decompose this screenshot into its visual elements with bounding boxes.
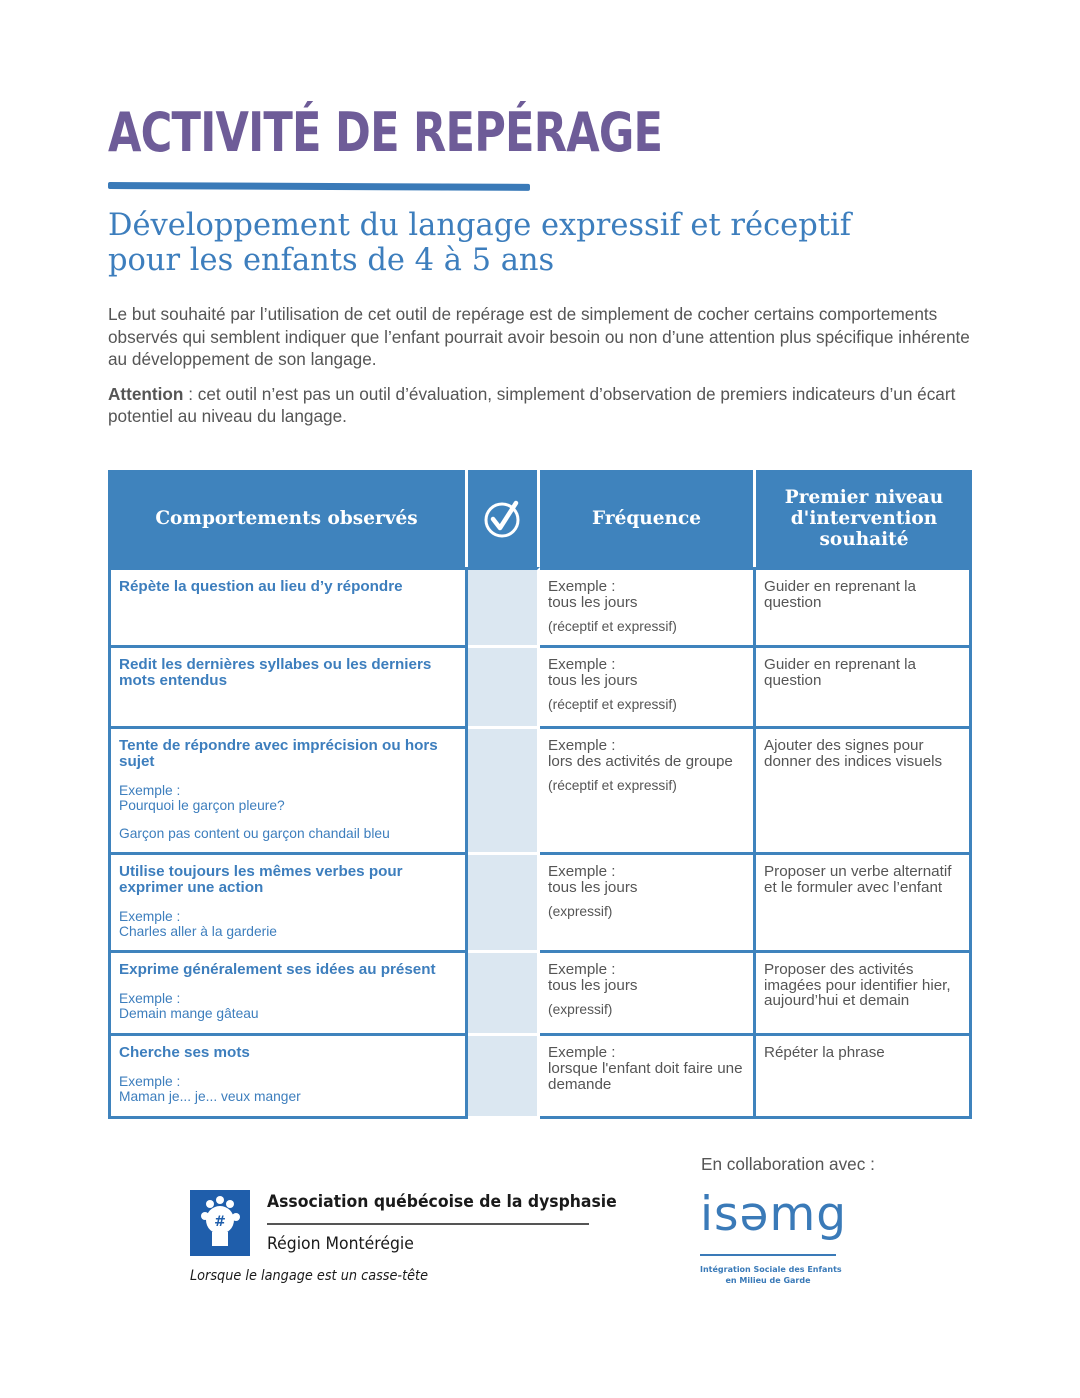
- frequency-cell: [540, 648, 756, 729]
- frequency-label: Exemple :: [548, 863, 616, 880]
- frequency-note: (réceptif et expressif): [548, 697, 677, 712]
- puzzle-head-icon: [190, 1190, 250, 1256]
- intervention-cell: [756, 855, 972, 953]
- behavior-cell: [108, 1036, 468, 1119]
- isemg-subtitle: [700, 1264, 842, 1286]
- subtitle-line-2: pour les enfants de 4 à 5 ans: [108, 243, 555, 278]
- frequency-cell: [540, 1036, 756, 1119]
- title-underline: [108, 182, 530, 191]
- table-row: [108, 855, 972, 953]
- frequency-text: lors des activités de groupe: [548, 753, 733, 770]
- frequency-note: (réceptif et expressif): [548, 619, 677, 634]
- check-cell[interactable]: [468, 729, 540, 855]
- frequency-label: Exemple :: [548, 737, 616, 754]
- check-cell[interactable]: [468, 855, 540, 953]
- header-check: [468, 470, 540, 567]
- frequency-note: (expressif): [548, 1002, 613, 1017]
- table-row: [108, 648, 972, 729]
- behavior-example-label: Exemple :: [119, 991, 181, 1006]
- check-cell[interactable]: [468, 1036, 540, 1119]
- frequency-text: tous les jours: [548, 977, 638, 994]
- svg-text:#: #: [214, 1214, 226, 1230]
- table-row: [108, 567, 972, 648]
- behavior-example-label: Exemple :: [119, 783, 181, 798]
- intervention-cell: [756, 1036, 972, 1119]
- frequency-label: Exemple :: [548, 578, 616, 595]
- behavior-cell: [108, 648, 468, 729]
- behavior-example-label: Exemple :: [119, 909, 181, 924]
- check-cell[interactable]: [468, 953, 540, 1036]
- behavior-example-text: Maman je... je... veux manger: [119, 1089, 301, 1104]
- behavior-example-text-2: Garçon pas content ou garçon chandail bleu: [119, 826, 390, 841]
- intervention-text: Répéter la phrase: [764, 1044, 885, 1061]
- table-row: [108, 953, 972, 1036]
- frequency-text: tous les jours: [548, 594, 638, 611]
- intro-text: [108, 303, 978, 440]
- behavior-title: Redit les dernières syllabes ou les derniers mots entendus: [119, 656, 432, 689]
- intervention-text: Guider en reprenant la question: [764, 656, 916, 689]
- frequency-label: Exemple :: [548, 656, 616, 673]
- frequency-text: tous les jours: [548, 879, 638, 896]
- attention-label: Attention: [108, 383, 184, 404]
- isemg-divider: [700, 1254, 836, 1256]
- frequency-note: (expressif): [548, 904, 613, 919]
- behavior-cell: [108, 855, 468, 953]
- behavior-cell: [108, 953, 468, 1036]
- header-frequency: Fréquence: [540, 470, 756, 567]
- behavior-title: Utilise toujours les mêmes verbes pour exprimer une action: [119, 863, 403, 896]
- frequency-cell: [540, 953, 756, 1036]
- behavior-title: Exprime généralement ses idées au présent: [119, 961, 436, 978]
- behavior-example-text: Charles aller à la garderie: [119, 924, 277, 939]
- intervention-text: Guider en reprenant la question: [764, 578, 916, 611]
- header-behaviors: Comportements observés: [108, 470, 468, 567]
- frequency-text: lorsque l'enfant doit faire une demande: [548, 1060, 743, 1093]
- check-cell[interactable]: [468, 567, 540, 648]
- intro-paragraph: Le but souhaité par l’utilisation de cet outil de repérage est de simplement de cocher certains comportements observés qui semblent indiquer que l’enfant pourrait avoir besoin ou non d’une attention plus spécifique inhérente au développement de son langage.: [108, 304, 970, 369]
- header-intervention: Premier niveau d'intervention souhaité: [756, 470, 972, 567]
- isemg-subtitle-line-1: Intégration Sociale des Enfants: [700, 1265, 842, 1274]
- intervention-cell: [756, 648, 972, 729]
- behavior-example-text: Pourquoi le garçon pleure?: [119, 798, 285, 813]
- check-circle-icon: [483, 499, 523, 539]
- intervention-cell: [756, 953, 972, 1036]
- behavior-cell: [108, 729, 468, 855]
- frequency-cell: [540, 729, 756, 855]
- page-subtitle: [108, 208, 988, 278]
- puzzle-head-graphic: [190, 1190, 250, 1256]
- check-cell[interactable]: [468, 648, 540, 729]
- intervention-text: Proposer un verbe alternatif et le formuler avec l’enfant: [764, 863, 952, 896]
- aqd-tagline: Lorsque le langage est un casse-tête: [190, 1268, 429, 1284]
- aqd-logo: [190, 1188, 617, 1288]
- behavior-title: Tente de répondre avec imprécision ou hors sujet: [119, 737, 438, 770]
- table-row: [108, 729, 972, 855]
- aqd-name: Association québécoise de la dysphasie: [267, 1192, 617, 1212]
- intervention-text: Ajouter des signes pour donner des indices visuels: [764, 737, 943, 770]
- behavior-example-label: Exemple :: [119, 1074, 181, 1089]
- observation-table: [108, 470, 972, 1119]
- frequency-label: Exemple :: [548, 1044, 616, 1061]
- behavior-title: Cherche ses mots: [119, 1044, 250, 1061]
- attention-paragraph: [108, 383, 978, 428]
- intervention-cell: [756, 567, 972, 648]
- table-row: [108, 1036, 972, 1119]
- attention-text: : cet outil n’est pas un outil d’évaluation, simplement d’observation de premiers indicateurs d’un écart potentiel au niveau du langage.: [108, 383, 956, 426]
- subtitle-line-1: Développement du langage expressif et réceptif: [108, 208, 852, 243]
- collaboration-label: En collaboration avec :: [701, 1154, 875, 1174]
- aqd-region: Région Montérégie: [267, 1234, 414, 1254]
- behavior-title: Répète la question au lieu d’y répondre: [119, 578, 403, 595]
- behavior-cell: [108, 567, 468, 648]
- frequency-cell: [540, 855, 756, 953]
- frequency-text: tous les jours: [548, 672, 638, 689]
- behavior-example-text: Demain mange gâteau: [119, 1006, 259, 1021]
- frequency-label: Exemple :: [548, 961, 616, 978]
- aqd-divider: [267, 1223, 589, 1225]
- isemg-wordmark: isəmg: [700, 1187, 848, 1242]
- intervention-text: Proposer des activités imagées pour identifier hier, aujourd’hui et demain: [764, 961, 951, 1009]
- intervention-cell: [756, 729, 972, 855]
- isemg-subtitle-line-2: en Milieu de Garde: [725, 1276, 811, 1285]
- frequency-note: (réceptif et expressif): [548, 778, 677, 793]
- page-title: ACTIVITÉ DE REPÉRAGE: [108, 101, 663, 164]
- isemg-logo: [700, 1187, 848, 1288]
- frequency-cell: [540, 567, 756, 648]
